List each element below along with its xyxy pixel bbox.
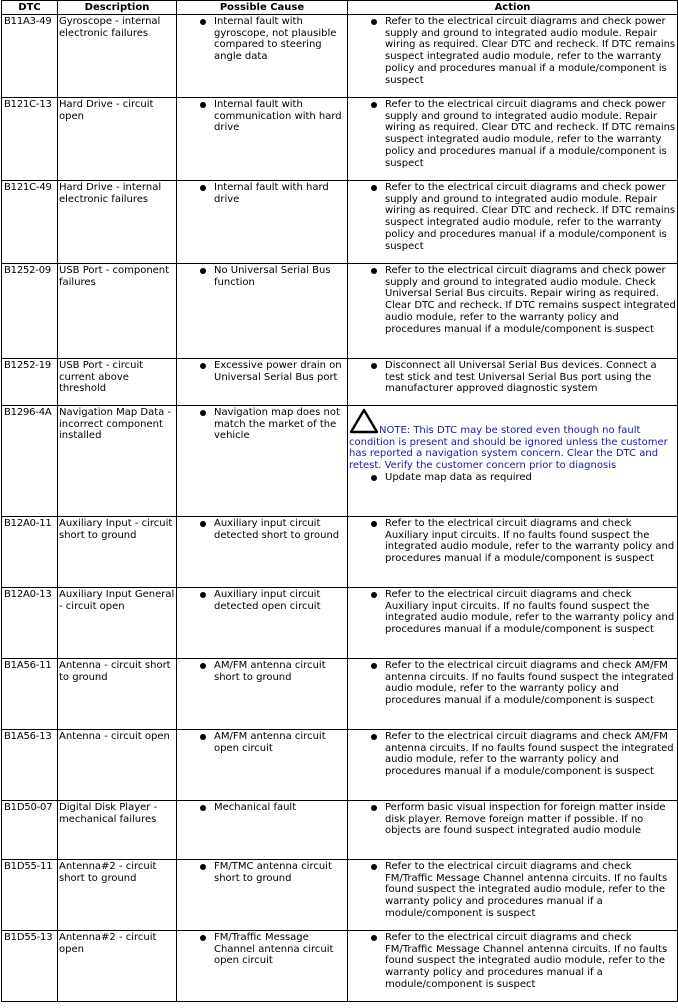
possible-cause: FM/TMC antenna circuit short to ground xyxy=(178,861,346,884)
dtc-description: Antenna#2 - circuit short to ground xyxy=(58,860,177,931)
possible-cause: Mechanical fault xyxy=(178,802,346,814)
action-text: Refer to the electrical circuit diagrams and check power supply and ground to integrated audio module. Repair wiring as required. Clear DTC and recheck. If DTC remains suspect integrated audio module, refer to the warranty policy and procedures manual if a module/component is suspect xyxy=(349,182,676,252)
dtc-description: Antenna - circuit open xyxy=(58,730,177,801)
dtc-code: B1252-19 xyxy=(2,359,58,406)
header-description: Description xyxy=(58,1,177,15)
dtc-code: B1D50-07 xyxy=(2,801,58,860)
table-row xyxy=(2,264,678,359)
table-row xyxy=(2,406,678,517)
action-text: Refer to the electrical circuit diagrams and check Auxiliary input circuits. If no faults found suspect the integrated audio module, refer to the warranty policy and procedures manual if a module/component is suspect xyxy=(349,589,676,636)
action-text: Refer to the electrical circuit diagrams and check Auxiliary input circuits. If no faults found suspect the integrated audio module, refer to the warranty policy and procedures manual if a module/component is suspect xyxy=(349,518,676,565)
action-text: Update map data as required xyxy=(349,472,676,484)
dtc-code: B121C-49 xyxy=(2,181,58,264)
action-text: Refer to the electrical circuit diagrams and check FM/Traffic Message Channel antenna circuits. If no faults found suspect the integrated audio module, refer to the warranty policy and procedures manual if a module/component is suspect xyxy=(349,861,676,920)
table-row xyxy=(2,860,678,931)
action-text: Refer to the electrical circuit diagrams and check AM/FM antenna circuits. If no faults found suspect the integrated audio module, refer to the warranty policy and procedures manual if a module/component is suspect xyxy=(349,731,676,778)
dtc-description: Antenna#2 - circuit open xyxy=(58,931,177,1002)
table-row xyxy=(2,181,678,264)
header-possible-cause: Possible Cause xyxy=(177,1,348,15)
dtc-code: B1A56-11 xyxy=(2,659,58,730)
header-row xyxy=(2,1,678,15)
dtc-code: B1D55-13 xyxy=(2,931,58,1002)
dtc-description: Navigation Map Data - incorrect component installed xyxy=(58,406,177,517)
dtc-code: B1A56-13 xyxy=(2,730,58,801)
possible-cause: Internal fault with communication with hard drive xyxy=(178,99,346,134)
possible-cause: Internal fault with gyroscope, not plausible compared to steering angle data xyxy=(178,16,346,63)
dtc-code: B121C-13 xyxy=(2,98,58,181)
table-row xyxy=(2,730,678,801)
table-row xyxy=(2,588,678,659)
dtc-description: USB Port - circuit current above threshold xyxy=(58,359,177,406)
possible-cause: Auxiliary input circuit detected open circuit xyxy=(178,589,346,612)
action-text: Refer to the electrical circuit diagrams and check FM/Traffic Message Channel antenna circuits. If no faults found suspect the integrated audio module, refer to the warranty policy and procedures manual if a module/component is suspect xyxy=(349,932,676,991)
possible-cause: No Universal Serial Bus function xyxy=(178,265,346,288)
dtc-description: Antenna - circuit short to ground xyxy=(58,659,177,730)
table-row xyxy=(2,98,678,181)
table-row xyxy=(2,659,678,730)
action-text: Refer to the electrical circuit diagrams and check power supply and ground to integrated audio module. Repair wiring as required. Clear DTC and recheck. If DTC remains suspect integrated audio module, refer to the warranty policy and procedures manual if a module/component is suspect xyxy=(349,16,676,86)
possible-cause: Auxiliary input circuit detected short to ground xyxy=(178,518,346,541)
dtc-code: B11A3-49 xyxy=(2,15,58,98)
possible-cause: AM/FM antenna circuit short to ground xyxy=(178,660,346,683)
note-text: NOTE: This DTC may be stored even though no fault condition is present and should be ignored unless the customer has reported a navigation system concern. Clear the DTC and retest. Verify the customer concern prior to diagnosis xyxy=(349,425,668,472)
possible-cause: FM/Traffic Message Channel antenna circuit open circuit xyxy=(178,932,346,967)
dtc-description: USB Port - component failures xyxy=(58,264,177,359)
table-row xyxy=(2,359,678,406)
dtc-description: Hard Drive - circuit open xyxy=(58,98,177,181)
action-text: Perform basic visual inspection for foreign matter inside disk player. Remove foreign matter if possible. If no objects are found suspect integrated audio module xyxy=(349,802,676,837)
dtc-code: B12A0-13 xyxy=(2,588,58,659)
header-dtc: DTC xyxy=(2,1,58,15)
warning-triangle-icon xyxy=(349,408,379,434)
action-text: Refer to the electrical circuit diagrams and check power supply and ground to integrated audio module. Repair wiring as required. Clear DTC and recheck. If DTC remains suspect integrated audio module, refer to the warranty policy and procedures manual if a module/component is suspect xyxy=(349,99,676,169)
dtc-description: Gyroscope - internal electronic failures xyxy=(58,15,177,98)
dtc-code: B1D55-11 xyxy=(2,860,58,931)
dtc-description: Auxiliary Input General - circuit open xyxy=(58,588,177,659)
possible-cause: Navigation map does not match the market of the vehicle xyxy=(178,407,346,442)
dtc-code: B1252-09 xyxy=(2,264,58,359)
action-text: Refer to the electrical circuit diagrams and check AM/FM antenna circuits. If no faults found suspect the integrated audio module, refer to the warranty policy and procedures manual if a module/component is suspect xyxy=(349,660,676,707)
table-row xyxy=(2,931,678,1002)
table-row xyxy=(2,517,678,588)
note-block xyxy=(349,407,676,484)
dtc-description: Digital Disk Player - mechanical failures xyxy=(58,801,177,860)
action-text: Refer to the electrical circuit diagrams and check power supply and ground to integrated audio module. Check Universal Serial Bus circuits. Repair wiring as required. Clear DTC and recheck. If DTC remains suspect integrated audio module, refer to the warranty policy and procedures manual if a module/component is suspect xyxy=(349,265,676,335)
table-row xyxy=(2,15,678,98)
possible-cause: AM/FM antenna circuit open circuit xyxy=(178,731,346,754)
dtc-code: B12A0-11 xyxy=(2,517,58,588)
possible-cause: Excessive power drain on Universal Serial Bus port xyxy=(178,360,346,383)
dtc-table xyxy=(1,0,678,1002)
possible-cause: Internal fault with hard drive xyxy=(178,182,346,205)
table-row xyxy=(2,801,678,860)
dtc-code: B1296-4A xyxy=(2,406,58,517)
header-action: Action xyxy=(348,1,678,15)
dtc-description: Auxiliary Input - circuit short to ground xyxy=(58,517,177,588)
action-text: Disconnect all Universal Serial Bus devices. Connect a test stick and test Universal Serial Bus port using the manufacturer approved diagnostic system xyxy=(349,360,676,395)
dtc-description: Hard Drive - internal electronic failures xyxy=(58,181,177,264)
